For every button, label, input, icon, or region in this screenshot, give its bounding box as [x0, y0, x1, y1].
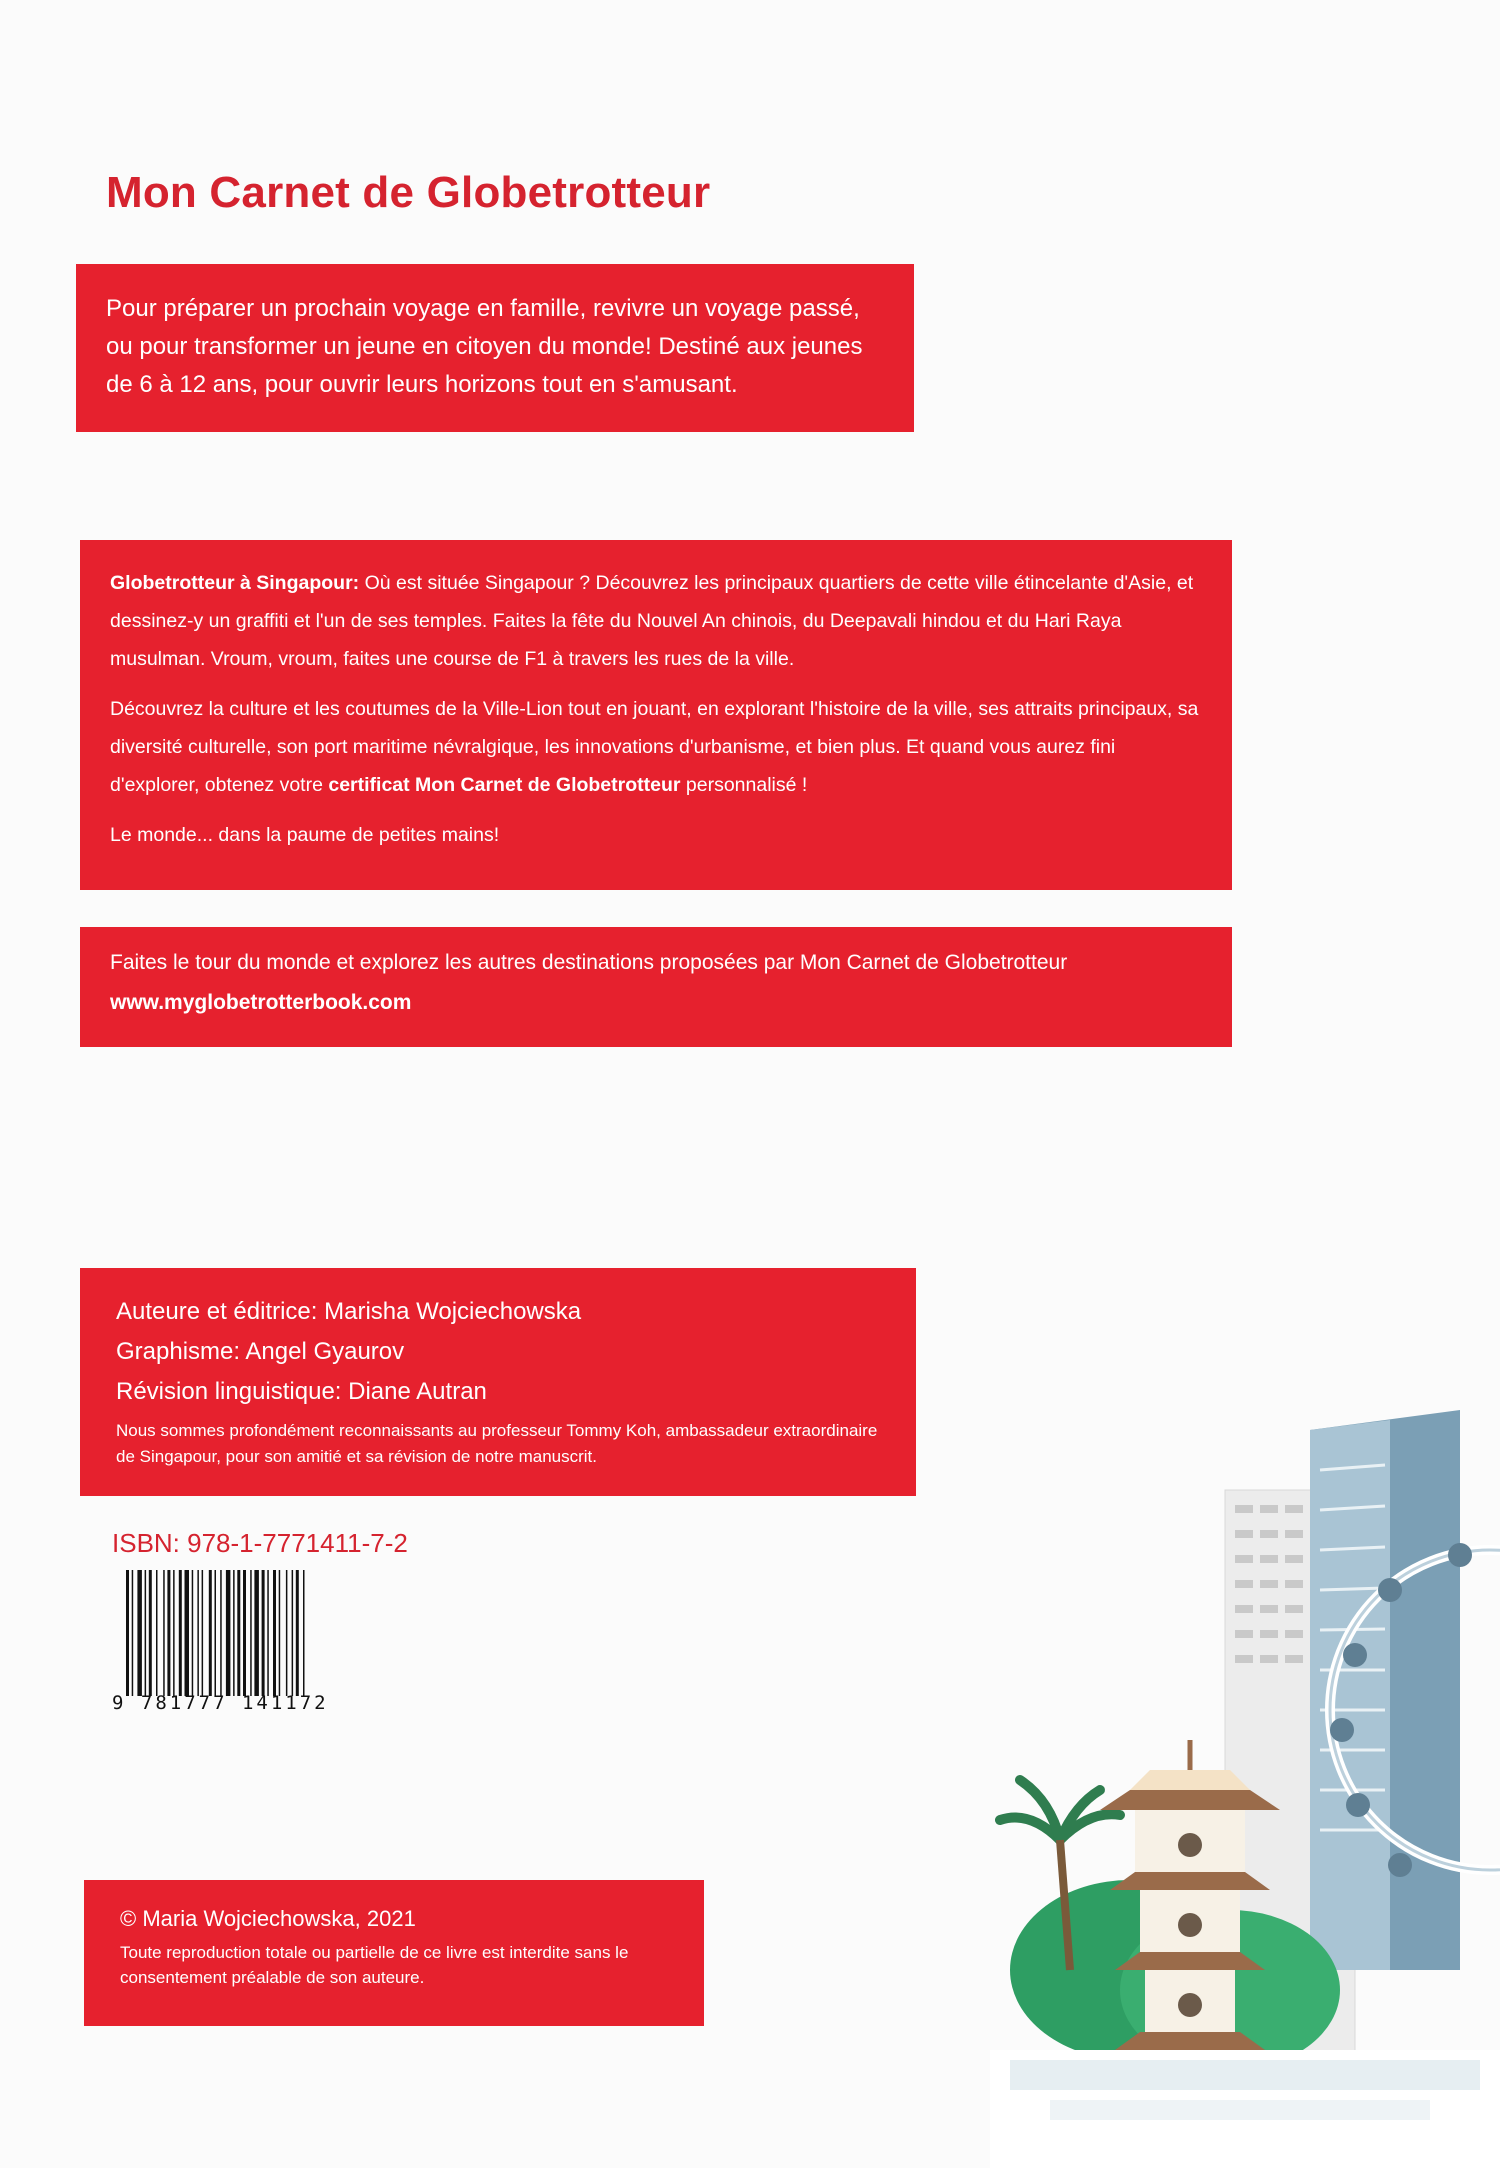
book-series-title: Mon Carnet de Globetrotteur	[106, 168, 711, 217]
design-credit: Graphisme: Angel Gyaurov	[116, 1338, 405, 1365]
description-p1-text: Où est située Singapour ? Découvrez les principaux quartiers de cette ville étincelante d'Asie, et dessinez-y un graffiti et l'un de ses temples. Faites la fête du Nouvel An chinois, du Deepavali hindou et du Hari Raya musulman. Vroum, vroum, faites une course de F1 à travers les rues de la ville.	[110, 572, 1194, 670]
book-description-box	[80, 540, 1232, 890]
description-lead: Globetrotteur à Singapour:	[110, 572, 360, 594]
certificate-highlight: certificat Mon Carnet de Globetrotteur	[328, 774, 681, 796]
author-credit: Auteure et éditrice: Marisha Wojciechowska	[116, 1298, 582, 1325]
intro-text: Pour préparer un prochain voyage en famille, revivre un voyage passé, ou pour transformer un jeune en citoyen du monde! Destiné aux jeunes de 6 à 12 ans, pour ouvrir leurs horizons tout en s'amusant.	[106, 295, 863, 398]
description-paragraph-3: Le monde... dans la paume de petites mains!	[110, 824, 500, 846]
barcode-bars-icon	[112, 1570, 352, 1696]
isbn-label: ISBN: 978-1-7771411-7-2	[112, 1528, 408, 1558]
barcode-digits: 9 781777 141172	[112, 1692, 329, 1714]
copyright-notice: Toute reproduction totale ou partielle de ce livre est interdite sans le consentement préalable de son auteure.	[120, 1943, 629, 1987]
barcode	[112, 1570, 352, 1720]
singapore-skyline-illustration-icon	[990, 1410, 1500, 2168]
copyright-box	[84, 1880, 704, 2026]
credits-box	[80, 1268, 916, 1496]
copyright-line: © Maria Wojciechowska, 2021	[120, 1906, 416, 1931]
description-paragraph-2	[110, 690, 1202, 804]
description-paragraph-1	[110, 564, 1202, 678]
description-p2-start: Découvrez la culture et les coutumes de la Ville-Lion tout en jouant, en explorant l'histoire de la ville, ses attraits principaux, sa diversité culturelle, son port maritime névralgique, les innovations d'urbanisme, et bien plus. Et quand vous aurez fini d'explorer, obtenez votre	[110, 698, 1199, 796]
revision-credit: Révision linguistique: Diane Autran	[116, 1378, 487, 1405]
description-p2-end: personnalisé !	[680, 774, 808, 796]
intro-box	[76, 264, 914, 432]
website-link[interactable]: www.myglobetrotterbook.com	[110, 991, 412, 1014]
world-tour-text: Faites le tour du monde et explorez les autres destinations proposées par Mon Carnet de Globetrotteur	[110, 951, 1068, 974]
world-tour-box	[80, 927, 1232, 1047]
acknowledgement-text: Nous sommes profondément reconnaissants au professeur Tommy Koh, ambassadeur extraordinaire de Singapour, pour son amitié et sa révision de notre manuscrit.	[116, 1421, 878, 1466]
